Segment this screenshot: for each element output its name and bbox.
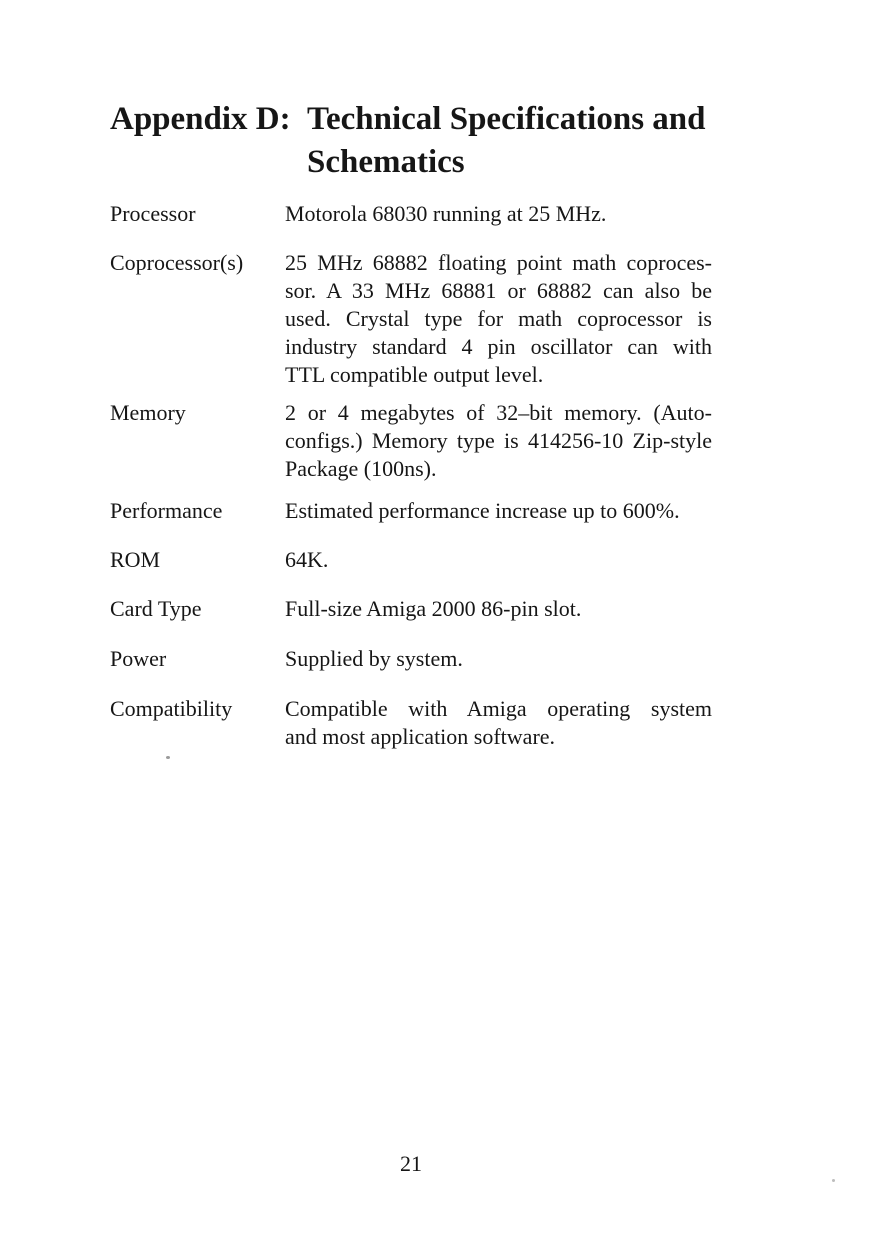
spec-value-line: Motorola 68030 running at 25 MHz. [285,201,607,226]
spec-value [285,695,712,751]
spec-row-memory [110,399,712,483]
spec-row-coprocessor-s [110,249,712,389]
spec-row-processor [110,200,712,228]
spec-label: Performance [110,498,223,523]
appendix-heading [307,98,706,184]
spec-value [285,399,712,483]
spec-value-line: and most application software. [285,724,556,749]
spec-row-performance [110,497,712,525]
appendix-title-row [110,98,706,184]
spec-value-line: industry standard 4 pin oscillator can with [285,334,712,359]
spec-value-line: Compatible with Amiga operating system [285,696,712,721]
spec-value-line: sor. A 33 MHz 68881 or 68882 can also be [285,278,712,303]
spec-value-line: 64K. [285,547,329,572]
spec-value-line: 2 or 4 megabytes of 32–bit memory. (Auto- [285,400,712,425]
spec-value-line: Full-size Amiga 2000 86-pin slot. [285,596,582,621]
spec-value [285,249,712,389]
spec-value-line: Estimated performance increase up to 600%. [285,498,680,523]
spec-label: Coprocessor(s) [110,250,244,275]
spec-value [285,497,712,525]
spec-row-power [110,645,712,673]
spec-label: Power [110,646,167,671]
spec-value-line: TTL compatible output level. [285,362,544,387]
page-number: 21 [400,1151,422,1176]
spec-value [285,200,712,228]
spec-row-compatibility [110,695,712,751]
spec-value-line: configs.) Memory type is 414256-10 Zip-style [285,428,712,453]
spec-value-line: 25 MHz 68882 floating point math coproces- [285,250,712,275]
spec-label: Compatibility [110,696,233,721]
spec-row-card-type [110,595,712,623]
appendix-label: Appendix D: [110,101,291,137]
spec-value-line: Package (100ns). [285,456,437,481]
scan-speck [832,1179,835,1182]
spec-label: ROM [110,547,161,572]
spec-value [285,595,712,623]
spec-row-rom [110,546,712,574]
appendix-heading-line: Schematics [307,144,465,180]
spec-value-line: Supplied by system. [285,646,463,671]
spec-value-line: used. Crystal type for math coprocessor is [285,306,712,331]
spec-label: Memory [110,400,186,425]
spec-value [285,645,712,673]
spec-value [285,546,712,574]
spec-label: Processor [110,201,196,226]
scan-speck [166,756,170,759]
appendix-heading-line: Technical Specifications and [307,101,706,137]
spec-label: Card Type [110,596,202,621]
